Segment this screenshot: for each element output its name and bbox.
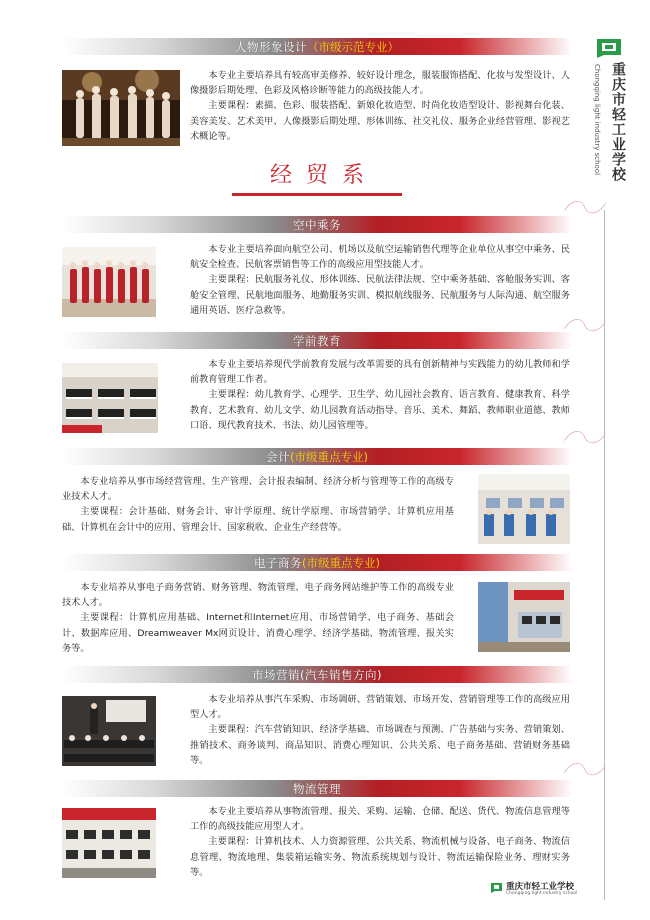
school-logo-icon (594, 36, 634, 64)
section-body (190, 692, 570, 768)
photo-flight-attendants (62, 247, 156, 317)
department-underline (232, 193, 402, 196)
section-title: 物流管理 (293, 781, 341, 796)
swirl-ornament-icon (540, 426, 630, 448)
swirl-ornament-icon (540, 196, 630, 218)
section-header-ecommerce (62, 554, 572, 571)
section-tag: （市级示范专业） (307, 39, 399, 54)
photo-marketing-lecture (62, 696, 156, 766)
section-header-marketing (62, 666, 572, 683)
section-intro: 本专业主要培养从事物流管理、报关、采购、运输、仓储、配送、货代、物流信息管理等工作的高级技能应用型人才。 (190, 806, 570, 833)
section-body (190, 68, 570, 144)
section-intro: 本专业主要培养面向航空公司、机场以及航空运输销售代理等企业单位从事空中乘务、民航安全检查、民航客票销售等工作的高级应用型技能人才。 (190, 244, 570, 271)
footer-logo (490, 880, 580, 900)
section-header-logistics (62, 780, 572, 797)
swirl-ornament-icon (540, 758, 630, 780)
school-name-english: Chongqing light industry school (593, 64, 601, 176)
section-intro: 本专业培养从事市场经营管理、生产管理、会计报表编制、经济分析与管理等工作的高级专业技术人才。 (62, 476, 454, 503)
footer-school-name: 重庆市轻工业学校 (506, 882, 575, 892)
section-courses: 主要课程：素描、色彩、服装搭配、新娘化妆造型、时尚化妆造型设计、影视舞台化装、美容美发、艺术美甲、人像摄影后期处理、形体训练、社交礼仪、服务企业经营管理、影视艺术概论等。 (190, 100, 570, 142)
section-body (62, 474, 454, 535)
section-tag: (市级重点专业) (290, 449, 368, 464)
section-title: 学前教育 (293, 333, 341, 348)
photo-fashion-show (62, 70, 180, 146)
section-title: 空中乘务 (293, 217, 341, 232)
photo-accounting-lab (478, 474, 570, 544)
section-intro: 本专业培养从事汽车采购、市场调研、营销策划、市场开发、营销管理等工作的高级应用型人才。 (190, 694, 570, 721)
photo-logistics-computer-lab (62, 808, 156, 878)
photo-piano-classroom (62, 363, 158, 433)
section-header-image-design (62, 38, 572, 55)
section-courses: 主要课程：计算机技术、人力资源管理、公共关系、物流机械与设备、电子商务、物流信息管理、物流地理、集装箱运输实务、物流系统规划与设计、物流运输保险业务、理财实务等。 (190, 836, 570, 878)
section-courses: 主要课程：民航服务礼仪、形体训练、民航法律法规、空中乘务基础、客舱服务实训、客舱安全管理、民航地面服务、地勤服务实训、模拟航线服务、民航服务与人际沟通、航空服务通用英语、医疗急救等。 (190, 274, 570, 316)
department-title: 经贸系 (269, 163, 378, 188)
section-courses: 主要课程：计算机应用基础、Internet和Internet应用、市场营销学、电子商务、基础会计、数据库应用、Dreamweaver Mx网页设计、消费心理学、经济学基础、物流管理、报关实务等。 (62, 612, 454, 654)
section-intro: 本专业培养从事电子商务营销、财务管理、物流管理、电子商务网站维护等工作的高级专业技术人才。 (62, 582, 454, 609)
section-body (190, 357, 570, 433)
section-header-accounting (62, 448, 572, 465)
section-header-flight-attendant (62, 216, 572, 233)
section-intro: 本专业主要培养具有较高审美修养、较好设计理念，服装服饰搭配、化妆与发型设计、人像摄影后期处理、色彩及风格诊断等能力的高级技能人才。 (190, 70, 570, 97)
section-title: 会计 (266, 449, 290, 464)
footer-school-english: Chongqing light industry school (506, 891, 578, 896)
section-courses: 主要课程：汽车营销知识、经济学基础、市场调查与预测、广告基础与实务、营销策划、推销技术、商务谈判、商品知识、消费心理知识、公共关系、电子商务基础、营销财务基础等。 (190, 724, 570, 766)
section-body (190, 242, 570, 318)
section-title: 电子商务 (254, 555, 302, 570)
section-body (62, 580, 454, 656)
section-title: 市场营销(汽车销售方向) (252, 667, 382, 682)
school-name-vertical: 重庆市轻工业学校 (610, 62, 626, 182)
section-courses: 主要课程：幼儿教育学、心理学、卫生学、幼儿园社会教育、语言教育、健康教育、科学教育、艺术教育、幼儿文学、幼儿园教育活动指导、音乐、美术、舞蹈、教师职业道德、教师口语、现代教育技术、书法、幼儿园管理等。 (190, 389, 570, 431)
department-heading (232, 162, 402, 196)
section-intro: 本专业主要培养现代学前教育发展与改革需要的具有创新精神与实践能力的幼儿教师和学前教育管理工作者。 (190, 359, 570, 386)
section-header-preschool (62, 332, 572, 349)
photo-ecommerce-office (478, 582, 570, 652)
school-logo-icon (490, 882, 503, 894)
section-body (190, 804, 570, 880)
section-tag: (市级重点专业) (302, 555, 380, 570)
swirl-ornament-icon (540, 314, 630, 336)
section-title: 人物形象设计 (235, 39, 307, 54)
section-courses: 主要课程：会计基础、财务会计、审计学原理、统计学原理、市场营销学、计算机应用基础、计算机在会计中的应用、管理会计、国家税收、企业生产经营等。 (62, 506, 454, 533)
